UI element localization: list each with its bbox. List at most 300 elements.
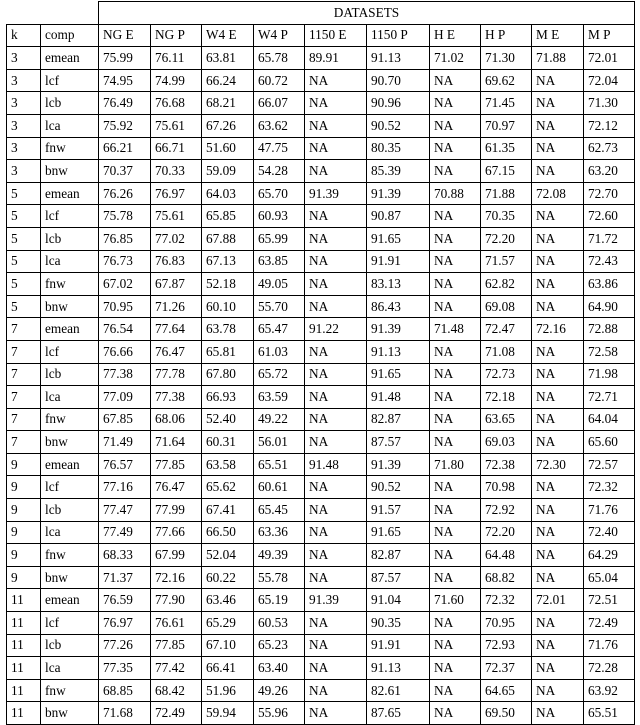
comp-cell: lcf xyxy=(41,476,99,499)
column-header: 1150 E xyxy=(305,24,367,47)
value-cell: 62.73 xyxy=(584,137,635,160)
value-cell: 60.53 xyxy=(254,612,305,635)
value-cell: 90.35 xyxy=(367,612,430,635)
value-cell: 74.99 xyxy=(151,69,202,92)
value-cell: 72.20 xyxy=(481,227,532,250)
value-cell: 91.13 xyxy=(367,340,430,363)
comp-cell: lcb xyxy=(41,227,99,250)
k-cell: 7 xyxy=(7,431,41,454)
value-cell: 71.57 xyxy=(481,250,532,273)
value-cell: NA xyxy=(305,205,367,228)
comp-cell: lcf xyxy=(41,612,99,635)
value-cell: NA xyxy=(532,612,584,635)
value-cell: 83.13 xyxy=(367,273,430,296)
comp-cell: emean xyxy=(41,453,99,476)
value-cell: 91.39 xyxy=(367,318,430,341)
value-cell: 75.61 xyxy=(151,205,202,228)
value-cell: 60.31 xyxy=(202,431,254,454)
table-row xyxy=(7,612,635,635)
value-cell: 87.57 xyxy=(367,566,430,589)
value-cell: 61.35 xyxy=(481,137,532,160)
k-cell: 3 xyxy=(7,160,41,183)
value-cell: 72.70 xyxy=(584,182,635,205)
value-cell: NA xyxy=(532,408,584,431)
value-cell: NA xyxy=(430,92,481,115)
value-cell: NA xyxy=(532,69,584,92)
comp-cell: emean xyxy=(41,182,99,205)
value-cell: 72.16 xyxy=(151,566,202,589)
k-cell: 3 xyxy=(7,137,41,160)
datasets-group-header: DATASETS xyxy=(99,2,635,25)
value-cell: NA xyxy=(430,566,481,589)
value-cell: 71.08 xyxy=(481,340,532,363)
value-cell: 71.64 xyxy=(151,431,202,454)
value-cell: 55.78 xyxy=(254,566,305,589)
value-cell: 47.75 xyxy=(254,137,305,160)
k-cell: 9 xyxy=(7,566,41,589)
value-cell: 72.20 xyxy=(481,521,532,544)
value-cell: 63.78 xyxy=(202,318,254,341)
value-cell: 71.26 xyxy=(151,295,202,318)
value-cell: 65.70 xyxy=(254,182,305,205)
value-cell: 72.38 xyxy=(481,453,532,476)
k-cell: 9 xyxy=(7,544,41,567)
value-cell: 77.85 xyxy=(151,453,202,476)
value-cell: 60.61 xyxy=(254,476,305,499)
value-cell: 76.54 xyxy=(99,318,151,341)
value-cell: 71.30 xyxy=(481,47,532,70)
comp-cell: fnw xyxy=(41,679,99,702)
k-cell: 5 xyxy=(7,295,41,318)
value-cell: 68.42 xyxy=(151,679,202,702)
value-cell: 72.58 xyxy=(584,340,635,363)
k-cell: 11 xyxy=(7,589,41,612)
value-cell: 76.26 xyxy=(99,182,151,205)
value-cell: 69.50 xyxy=(481,702,532,725)
comp-cell: fnw xyxy=(41,408,99,431)
table-row xyxy=(7,431,635,454)
value-cell: 72.49 xyxy=(151,702,202,725)
value-cell: 77.78 xyxy=(151,363,202,386)
value-cell: NA xyxy=(532,363,584,386)
value-cell: 67.41 xyxy=(202,499,254,522)
value-cell: 66.50 xyxy=(202,521,254,544)
k-cell: 9 xyxy=(7,521,41,544)
group-header-row xyxy=(7,2,635,25)
table-row xyxy=(7,92,635,115)
value-cell: NA xyxy=(305,566,367,589)
k-cell: 9 xyxy=(7,453,41,476)
value-cell: 67.99 xyxy=(151,544,202,567)
value-cell: 49.05 xyxy=(254,273,305,296)
value-cell: 60.10 xyxy=(202,295,254,318)
column-header: 1150 P xyxy=(367,24,430,47)
value-cell: NA xyxy=(430,679,481,702)
table-row xyxy=(7,702,635,725)
table-row xyxy=(7,657,635,680)
value-cell: 65.60 xyxy=(584,431,635,454)
table-row xyxy=(7,453,635,476)
column-header: H P xyxy=(481,24,532,47)
value-cell: 75.61 xyxy=(151,114,202,137)
value-cell: 72.30 xyxy=(532,453,584,476)
comp-cell: emean xyxy=(41,318,99,341)
value-cell: NA xyxy=(532,137,584,160)
value-cell: 55.96 xyxy=(254,702,305,725)
value-cell: 65.45 xyxy=(254,499,305,522)
value-cell: 90.70 xyxy=(367,69,430,92)
value-cell: 65.29 xyxy=(202,612,254,635)
value-cell: 67.85 xyxy=(99,408,151,431)
value-cell: NA xyxy=(430,612,481,635)
value-cell: 63.65 xyxy=(481,408,532,431)
value-cell: 60.93 xyxy=(254,205,305,228)
value-cell: 91.65 xyxy=(367,363,430,386)
value-cell: 72.32 xyxy=(481,589,532,612)
column-header: W4 P xyxy=(254,24,305,47)
k-cell: 5 xyxy=(7,182,41,205)
value-cell: 91.48 xyxy=(305,453,367,476)
table-row xyxy=(7,182,635,205)
k-cell: 7 xyxy=(7,386,41,409)
value-cell: NA xyxy=(430,69,481,92)
value-cell: NA xyxy=(430,205,481,228)
comp-cell: lca xyxy=(41,114,99,137)
table-row xyxy=(7,137,635,160)
value-cell: 91.39 xyxy=(367,182,430,205)
comp-cell: bnw xyxy=(41,295,99,318)
value-cell: 91.13 xyxy=(367,47,430,70)
value-cell: 75.78 xyxy=(99,205,151,228)
value-cell: 71.30 xyxy=(584,92,635,115)
comp-cell: lcf xyxy=(41,205,99,228)
value-cell: 72.60 xyxy=(584,205,635,228)
value-cell: 71.68 xyxy=(99,702,151,725)
value-cell: NA xyxy=(305,657,367,680)
value-cell: 72.47 xyxy=(481,318,532,341)
value-cell: 82.87 xyxy=(367,408,430,431)
comp-cell: lcb xyxy=(41,499,99,522)
k-cell: 5 xyxy=(7,273,41,296)
k-cell: 9 xyxy=(7,499,41,522)
value-cell: 90.96 xyxy=(367,92,430,115)
table-row xyxy=(7,386,635,409)
value-cell: NA xyxy=(430,160,481,183)
value-cell: 77.90 xyxy=(151,589,202,612)
value-cell: NA xyxy=(430,250,481,273)
value-cell: 65.51 xyxy=(254,453,305,476)
comp-cell: emean xyxy=(41,47,99,70)
column-header: W4 E xyxy=(202,24,254,47)
value-cell: 63.46 xyxy=(202,589,254,612)
value-cell: NA xyxy=(305,431,367,454)
value-cell: NA xyxy=(430,544,481,567)
value-cell: 64.90 xyxy=(584,295,635,318)
value-cell: NA xyxy=(305,521,367,544)
value-cell: 82.87 xyxy=(367,544,430,567)
value-cell: NA xyxy=(532,634,584,657)
value-cell: NA xyxy=(430,363,481,386)
comp-cell: bnw xyxy=(41,702,99,725)
k-cell: 5 xyxy=(7,205,41,228)
value-cell: 76.66 xyxy=(99,340,151,363)
value-cell: 67.87 xyxy=(151,273,202,296)
value-cell: NA xyxy=(305,273,367,296)
value-cell: 68.06 xyxy=(151,408,202,431)
value-cell: NA xyxy=(305,544,367,567)
value-cell: 66.24 xyxy=(202,69,254,92)
value-cell: 72.18 xyxy=(481,386,532,409)
value-cell: NA xyxy=(532,476,584,499)
value-cell: NA xyxy=(532,679,584,702)
value-cell: 60.72 xyxy=(254,69,305,92)
value-cell: 68.85 xyxy=(99,679,151,702)
value-cell: 49.39 xyxy=(254,544,305,567)
value-cell: 86.43 xyxy=(367,295,430,318)
results-table xyxy=(6,1,635,725)
table-row xyxy=(7,205,635,228)
value-cell: 89.91 xyxy=(305,47,367,70)
value-cell: NA xyxy=(430,634,481,657)
value-cell: NA xyxy=(532,250,584,273)
value-cell: NA xyxy=(532,273,584,296)
comp-cell: lcf xyxy=(41,340,99,363)
value-cell: NA xyxy=(305,250,367,273)
value-cell: 77.35 xyxy=(99,657,151,680)
table-row xyxy=(7,521,635,544)
value-cell: NA xyxy=(532,92,584,115)
value-cell: 77.64 xyxy=(151,318,202,341)
value-cell: 72.51 xyxy=(584,589,635,612)
value-cell: 91.48 xyxy=(367,386,430,409)
value-cell: 63.59 xyxy=(254,386,305,409)
value-cell: 70.95 xyxy=(481,612,532,635)
value-cell: 72.32 xyxy=(584,476,635,499)
value-cell: 77.49 xyxy=(99,521,151,544)
value-cell: 49.26 xyxy=(254,679,305,702)
value-cell: 77.38 xyxy=(151,386,202,409)
value-cell: 76.47 xyxy=(151,476,202,499)
value-cell: 72.01 xyxy=(532,589,584,612)
value-cell: 67.88 xyxy=(202,227,254,250)
value-cell: 71.76 xyxy=(584,499,635,522)
k-cell: 5 xyxy=(7,227,41,250)
value-cell: 71.02 xyxy=(430,47,481,70)
value-cell: 91.57 xyxy=(367,499,430,522)
value-cell: 63.20 xyxy=(584,160,635,183)
value-cell: 70.95 xyxy=(99,295,151,318)
column-header: H E xyxy=(430,24,481,47)
value-cell: NA xyxy=(532,499,584,522)
value-cell: NA xyxy=(430,340,481,363)
value-cell: 72.04 xyxy=(584,69,635,92)
table-row xyxy=(7,318,635,341)
value-cell: 65.04 xyxy=(584,566,635,589)
value-cell: 76.59 xyxy=(99,589,151,612)
value-cell: 76.83 xyxy=(151,250,202,273)
value-cell: 65.47 xyxy=(254,318,305,341)
k-cell: 3 xyxy=(7,47,41,70)
value-cell: 71.72 xyxy=(584,227,635,250)
value-cell: 64.48 xyxy=(481,544,532,567)
value-cell: 65.99 xyxy=(254,227,305,250)
k-cell: 3 xyxy=(7,92,41,115)
value-cell: 71.45 xyxy=(481,92,532,115)
value-cell: 72.73 xyxy=(481,363,532,386)
value-cell: 72.40 xyxy=(584,521,635,544)
comp-cell: bnw xyxy=(41,160,99,183)
blank-cell xyxy=(7,2,41,25)
value-cell: 76.47 xyxy=(151,340,202,363)
value-cell: 65.51 xyxy=(584,702,635,725)
value-cell: 70.33 xyxy=(151,160,202,183)
value-cell: 65.19 xyxy=(254,589,305,612)
value-cell: NA xyxy=(305,408,367,431)
value-cell: 71.88 xyxy=(532,47,584,70)
table-row xyxy=(7,295,635,318)
comp-cell: lcf xyxy=(41,69,99,92)
k-cell: 11 xyxy=(7,612,41,635)
column-header: M P xyxy=(584,24,635,47)
value-cell: NA xyxy=(430,702,481,725)
value-cell: NA xyxy=(532,657,584,680)
value-cell: 77.26 xyxy=(99,634,151,657)
value-cell: 71.37 xyxy=(99,566,151,589)
value-cell: 69.03 xyxy=(481,431,532,454)
value-cell: NA xyxy=(305,679,367,702)
k-cell: 7 xyxy=(7,408,41,431)
value-cell: 55.70 xyxy=(254,295,305,318)
value-cell: 76.57 xyxy=(99,453,151,476)
value-cell: NA xyxy=(532,114,584,137)
value-cell: 91.39 xyxy=(367,453,430,476)
k-cell: 11 xyxy=(7,702,41,725)
value-cell: 70.97 xyxy=(481,114,532,137)
value-cell: 71.48 xyxy=(430,318,481,341)
value-cell: 65.78 xyxy=(254,47,305,70)
value-cell: 75.99 xyxy=(99,47,151,70)
value-cell: 91.91 xyxy=(367,634,430,657)
table-row xyxy=(7,408,635,431)
value-cell: 72.37 xyxy=(481,657,532,680)
value-cell: NA xyxy=(430,476,481,499)
value-cell: 90.52 xyxy=(367,476,430,499)
value-cell: NA xyxy=(532,340,584,363)
value-cell: NA xyxy=(532,544,584,567)
value-cell: NA xyxy=(430,499,481,522)
value-cell: 66.21 xyxy=(99,137,151,160)
table-row xyxy=(7,476,635,499)
value-cell: 63.85 xyxy=(254,250,305,273)
value-cell: 65.62 xyxy=(202,476,254,499)
value-cell: NA xyxy=(305,634,367,657)
value-cell: 71.88 xyxy=(481,182,532,205)
value-cell: 62.82 xyxy=(481,273,532,296)
k-cell: 5 xyxy=(7,250,41,273)
value-cell: 75.92 xyxy=(99,114,151,137)
k-cell: 11 xyxy=(7,679,41,702)
value-cell: 72.12 xyxy=(584,114,635,137)
value-cell: 67.02 xyxy=(99,273,151,296)
value-cell: 91.13 xyxy=(367,657,430,680)
value-cell: NA xyxy=(430,657,481,680)
value-cell: NA xyxy=(305,227,367,250)
value-cell: NA xyxy=(305,702,367,725)
table-row xyxy=(7,69,635,92)
k-cell: 7 xyxy=(7,363,41,386)
value-cell: 76.49 xyxy=(99,92,151,115)
k-cell: 7 xyxy=(7,318,41,341)
value-cell: 68.82 xyxy=(481,566,532,589)
value-cell: 72.16 xyxy=(532,318,584,341)
table-row xyxy=(7,544,635,567)
table-row xyxy=(7,634,635,657)
column-header: NG E xyxy=(99,24,151,47)
value-cell: NA xyxy=(532,521,584,544)
value-cell: 59.94 xyxy=(202,702,254,725)
value-cell: 54.28 xyxy=(254,160,305,183)
column-header: M E xyxy=(532,24,584,47)
value-cell: 72.28 xyxy=(584,657,635,680)
comp-cell: lca xyxy=(41,521,99,544)
value-cell: NA xyxy=(305,363,367,386)
value-cell: 77.02 xyxy=(151,227,202,250)
comp-cell: bnw xyxy=(41,566,99,589)
value-cell: 66.71 xyxy=(151,137,202,160)
value-cell: 68.33 xyxy=(99,544,151,567)
table-row xyxy=(7,679,635,702)
value-cell: 72.08 xyxy=(532,182,584,205)
value-cell: NA xyxy=(430,137,481,160)
value-cell: 67.26 xyxy=(202,114,254,137)
value-cell: 65.72 xyxy=(254,363,305,386)
results-table-container xyxy=(6,1,635,725)
value-cell: 71.76 xyxy=(584,634,635,657)
value-cell: 76.11 xyxy=(151,47,202,70)
value-cell: 63.86 xyxy=(584,273,635,296)
value-cell: 87.65 xyxy=(367,702,430,725)
table-row xyxy=(7,340,635,363)
value-cell: 91.39 xyxy=(305,589,367,612)
value-cell: NA xyxy=(305,92,367,115)
k-cell: 7 xyxy=(7,340,41,363)
value-cell: 91.65 xyxy=(367,521,430,544)
value-cell: 64.03 xyxy=(202,182,254,205)
value-cell: 69.08 xyxy=(481,295,532,318)
value-cell: NA xyxy=(430,227,481,250)
value-cell: 63.58 xyxy=(202,453,254,476)
value-cell: NA xyxy=(532,295,584,318)
value-cell: 77.38 xyxy=(99,363,151,386)
table-row xyxy=(7,227,635,250)
column-header: k xyxy=(7,24,41,47)
value-cell: NA xyxy=(305,612,367,635)
value-cell: 71.49 xyxy=(99,431,151,454)
value-cell: NA xyxy=(430,295,481,318)
value-cell: 70.37 xyxy=(99,160,151,183)
value-cell: 67.80 xyxy=(202,363,254,386)
value-cell: 72.49 xyxy=(584,612,635,635)
value-cell: 76.73 xyxy=(99,250,151,273)
value-cell: 66.93 xyxy=(202,386,254,409)
value-cell: 63.81 xyxy=(202,47,254,70)
value-cell: 52.04 xyxy=(202,544,254,567)
value-cell: 72.92 xyxy=(481,499,532,522)
value-cell: 71.98 xyxy=(584,363,635,386)
value-cell: NA xyxy=(305,160,367,183)
comp-cell: fnw xyxy=(41,137,99,160)
value-cell: NA xyxy=(305,476,367,499)
